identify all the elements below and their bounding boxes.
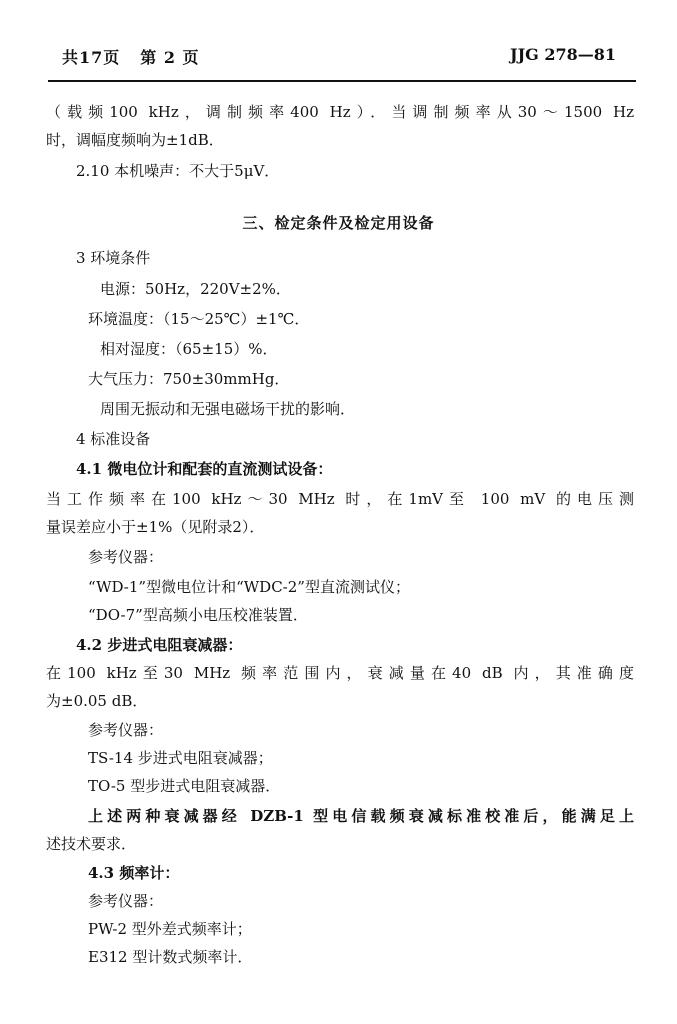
paragraph-line: 在100 kHz至30 MHz 频率范围内，衰减量在40 dB 内，其准确度 xyxy=(46,664,634,682)
reference-label: 参考仪器： xyxy=(88,892,164,910)
temperature-condition: 环境温度：（15～25℃）±1℃． xyxy=(88,310,310,328)
paragraph-line: （载频100 kHz，调制频率400 Hz）．当调制频率从30～1500 Hz xyxy=(46,103,634,121)
paragraph-line: 当工作频率在100 kHz～30 MHz 时，在1mV至 100 mV 的电压测 xyxy=(46,490,634,508)
reference-item: TS-14 步进式电阻衰减器； xyxy=(88,749,273,767)
clause-4-heading: 4 标准设备 xyxy=(76,430,151,448)
paragraph-line: 时，调幅度频响为±1dB． xyxy=(46,131,224,149)
clause-4-2-heading: 4.2 步进式电阻衰减器： xyxy=(76,636,243,654)
clause-4-3-heading: 4.3 频率计： xyxy=(88,864,180,882)
header-rule xyxy=(48,80,636,82)
reference-item: E312 型计数式频率计． xyxy=(88,948,253,966)
total-pages: 共17页 xyxy=(62,48,121,67)
paragraph-line: 述技术要求． xyxy=(46,835,137,853)
reference-item: “WD-1”型微电位计和“WDC-2”型直流测试仪； xyxy=(88,578,410,596)
clause-4-1-heading: 4.1 微电位计和配套的直流测试设备： xyxy=(76,460,333,478)
humidity-condition: 相对湿度：（65±15）%． xyxy=(100,340,278,358)
power-condition: 电源：50Hz，220V±2%． xyxy=(100,280,291,298)
reference-label: 参考仪器： xyxy=(88,721,164,739)
reference-item: TO-5 型步进式电阻衰减器． xyxy=(88,777,281,795)
paragraph-line: 上述两种衰减器经 DZB-1 型电信载频衰减标准校准后，能满足上 xyxy=(88,807,634,825)
page-number: 第 2 页 xyxy=(140,48,200,67)
reference-item: PW-2 型外差式频率计； xyxy=(88,920,252,938)
section-heading: 三、检定条件及检定用设备 xyxy=(242,214,435,232)
reference-label: 参考仪器： xyxy=(88,548,164,566)
vibration-condition: 周围无振动和无强电磁场干扰的影响． xyxy=(100,400,356,418)
standard-code: JJG 278—81 xyxy=(510,45,617,64)
clause-3-heading: 3 环境条件 xyxy=(76,249,151,267)
pressure-condition: 大气压力：750±30mmHg． xyxy=(88,370,290,388)
paragraph-line: 量误差应小于±1%（见附录2）． xyxy=(46,518,265,536)
page-header-left xyxy=(62,45,200,68)
paragraph-line: 为±0.05 dB． xyxy=(46,692,148,710)
reference-item: “DO-7”型高频小电压校准装置． xyxy=(88,606,308,624)
clause-2-10: 2.10 本机噪声：不大于5μV． xyxy=(76,162,280,180)
